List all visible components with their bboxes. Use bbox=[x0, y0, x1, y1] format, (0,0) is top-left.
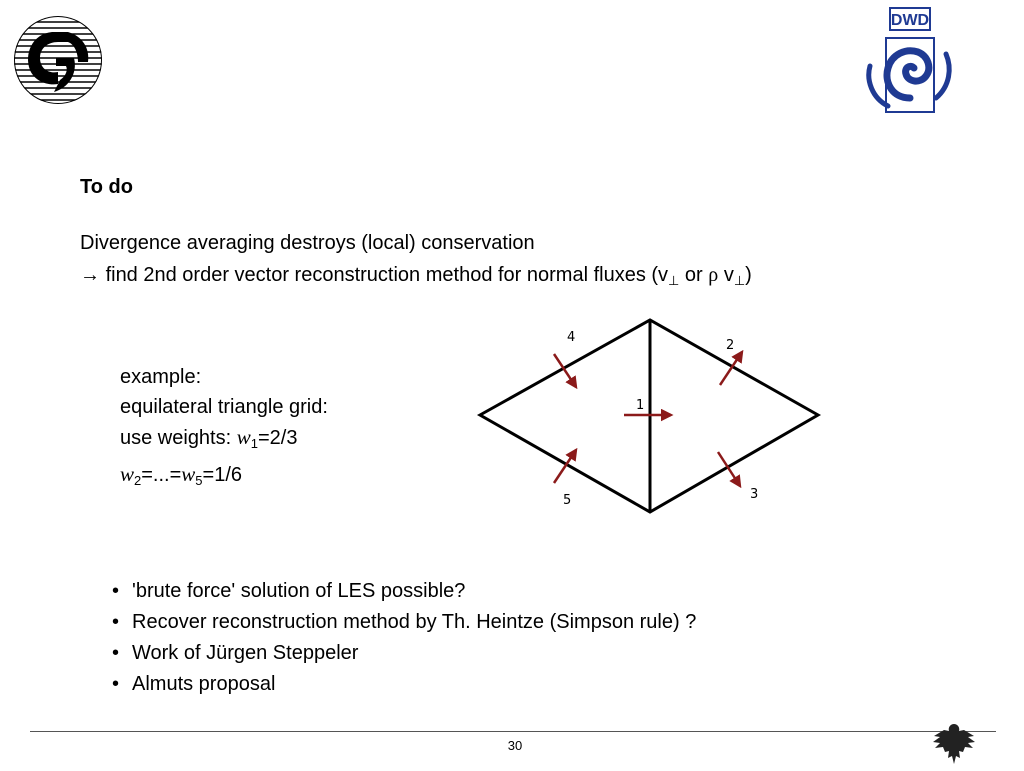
institute-logo bbox=[12, 14, 104, 106]
list-item: • Work of Jürgen Steppeler bbox=[112, 642, 359, 664]
dwd-logo bbox=[862, 6, 954, 114]
perp-symbol: ⊥ bbox=[668, 273, 680, 288]
federal-eagle-logo bbox=[930, 722, 978, 766]
weights-prefix: use weights: bbox=[120, 427, 237, 449]
w-rest-value: =1/6 bbox=[202, 464, 243, 486]
example-weights-rest bbox=[120, 459, 328, 496]
subscript-2: 2 bbox=[134, 473, 142, 488]
list-item: • Recover reconstruction method by Th. Heintze (Simpson rule) ? bbox=[112, 611, 697, 633]
label-3: 3 bbox=[750, 487, 759, 502]
label-1: 1 bbox=[636, 398, 645, 413]
label-4: 4 bbox=[567, 330, 576, 345]
example-grid-text: equilateral triangle grid: bbox=[120, 396, 328, 418]
page-number: 30 bbox=[507, 738, 523, 753]
list-item: • Almuts proposal bbox=[112, 673, 276, 695]
or-text: or bbox=[679, 264, 709, 286]
triangle-grid-svg bbox=[470, 312, 830, 528]
institute-logo-icon bbox=[12, 14, 104, 106]
svg-text:DWD: DWD bbox=[890, 12, 930, 29]
todo-bullet-list bbox=[112, 576, 696, 700]
v-text: v bbox=[718, 264, 734, 286]
w-symbol-5: w bbox=[181, 462, 196, 486]
subscript-1: 1 bbox=[250, 436, 258, 451]
perp-symbol-2: ⊥ bbox=[733, 273, 746, 288]
footer-divider bbox=[30, 731, 996, 732]
rho-symbol: ρ bbox=[708, 264, 719, 286]
example-label: example: bbox=[120, 366, 202, 388]
triangle-grid-diagram bbox=[470, 312, 830, 528]
middle-text: =...= bbox=[141, 464, 182, 486]
arrow-right-icon: → bbox=[80, 264, 100, 286]
label-5: 5 bbox=[563, 493, 572, 508]
slide-heading: To do bbox=[80, 176, 133, 198]
close-paren: ) bbox=[745, 264, 752, 286]
subscript-5: 5 bbox=[195, 473, 203, 488]
label-2: 2 bbox=[726, 338, 735, 353]
example-weights-line bbox=[120, 422, 328, 459]
example-block bbox=[120, 362, 328, 496]
dwd-logo-icon bbox=[862, 6, 954, 114]
w1-value: =2/3 bbox=[257, 427, 298, 449]
text-line-reconstruction bbox=[80, 264, 752, 289]
w-symbol: w bbox=[236, 425, 251, 449]
w-symbol-2: w bbox=[120, 462, 135, 486]
flux-arrow-3 bbox=[718, 452, 740, 486]
federal-eagle-icon bbox=[930, 722, 978, 766]
reconstruction-text: find 2nd order vector reconstruction method for normal fluxes (v bbox=[105, 264, 669, 286]
text-line-conservation: Divergence averaging destroys (local) conservation bbox=[80, 232, 535, 254]
list-item: • 'brute force' solution of LES possible? bbox=[112, 580, 466, 602]
